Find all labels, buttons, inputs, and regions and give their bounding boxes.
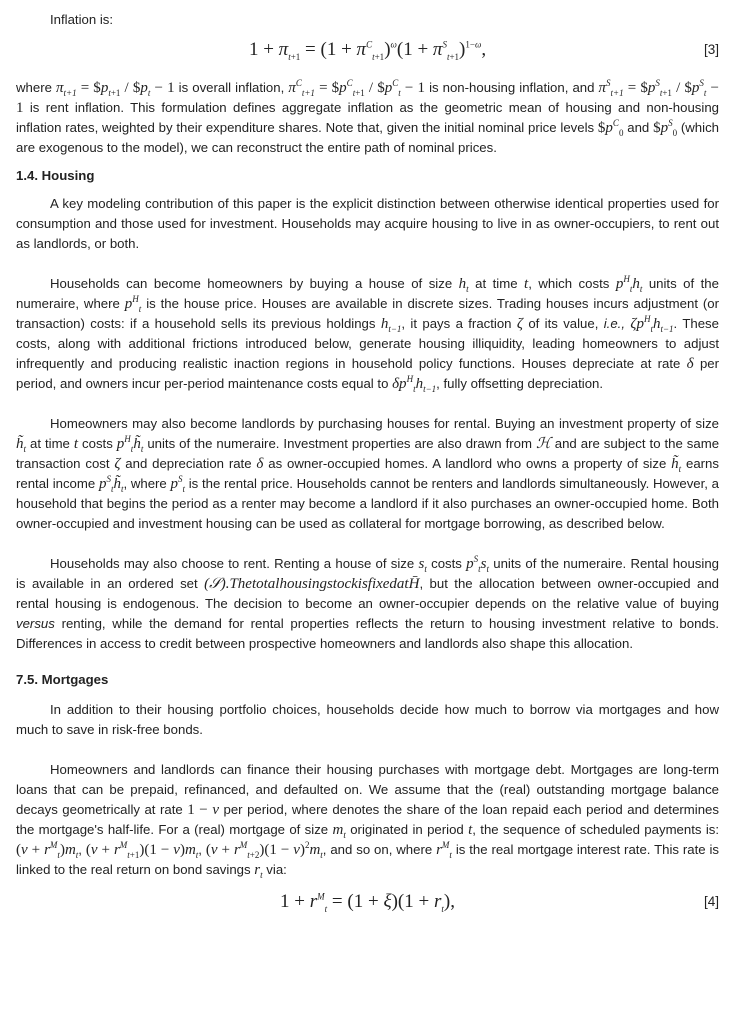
section-heading-mortgages: 7.5. Mortgages — [16, 672, 109, 687]
inflation-intro: Inflation is: — [50, 12, 114, 27]
paragraph-housing-1: A key modeling contribution of this paper is the explicit distinction between otherwise identical properties used for consumption and those used for investment. Households may acquire housing to live in as owner-occupiers, to rent out as landlords, or both. — [16, 196, 719, 251]
paragraph-housing-3: Homeowners may also become landlords by purchasing houses for rental. Buying an investment property of size $h̃_t$ at time t costs $p^H_th̃_t$ units of the numeraire. Investment properties are also drawn from ℋ and are subject to the same transaction cost ζ and depreciation rate δ as owner-occupied homes. A landlord who owns a property of size $h̃_t$ earns rental income $p^S_th̃_t$, where $p^S_t$ is the rental price. Households cannot be renters and landlords simultaneously. However, a household that begins the period as a renter may become a landlord if it also purchases an owner-occupied home. Both owner-occupied and investment housing can be used as collateral for mortgage borrowing, as described below. — [16, 416, 720, 531]
paragraph-housing-2: Households can become homeowners by buying a house of size $h_t$ at time t, which costs $p^H_th_t$ units of the numeraire, where $p^H_t$ is the house price. Houses are available in discrete sizes. Trading houses incurs adjustment (or transaction) costs: if a household sells its previous holdings $h_{t-1}$, it pays a fraction ζ of its value, i.e., $\zeta p^H_th_{t-1}$. These costs, along with additional frictions introduced below, generate housing illiquidity, leading homeowners to adjust infrequently and producing realistic inaction regions in household policy functions. Houses depreciate at rate δ per period, and owners incur per-period maintenance costs equal to $\delta p^H_th_{t-1}$, fully offsetting depreciation. — [16, 274, 720, 394]
equation-4-number: [4] — [703, 894, 719, 909]
equation-4 — [16, 888, 719, 916]
equation-3-number: [3] — [703, 42, 719, 57]
equation-3 — [16, 36, 719, 64]
section-heading-housing: 1.4. Housing — [16, 168, 95, 183]
equation-4-formula: $1 + r^M_t = (1 + \xi)(1 + r_t)$, — [280, 891, 455, 914]
paragraph-mortgages-2: Homeowners and landlords can finance their housing purchases with mortgage debt. Mortgages are long-term loans that can be prepaid, refinanced, and defaulted on. We assume that the (real) outstanding mortgage balance decays geometrically at rate 1 − ν per period, where denotes the share of the loan repaid each period and determines the mortgage's half-life. For a (real) mortgage of size $m_t$ originated in period t, the sequence of scheduled payments is: $(\nu + r^M_t)m_t$, $(\nu + r^M_{t+1})(1 - \nu)m_t$, $(\nu + r^M_{t+2})(1 - \nu)^2m_t$, and so on, where $r^M_t$ is the real mortgage interest rate. This rate is linked to the real return on bond savings $r_t$ via: — [16, 762, 720, 880]
paragraph-inflation: where $\pi_{t+1}$ = $\$p_{t+1}$ / $\$p_t - 1$ is overall inflation, $\pi^C_{t+1}$ = $\$p^C_{t+1}$ / $\$p^C_t - 1$ is non-housing inflation, and $\pi^S_{t+1}$ = $\$p^S_{t+1}$ / $\$p^S_t - 1$ is rent inflation. This formulation defines aggregate inflation as the geometric mean of housing and non-housing inflation rates, weighted by their expenditure shares. Note that, given the initial nominal price levels $\$p^C_0$ and $\$p^S_0$ (which are exogenous to the model), we can reconstruct the entire path of nominal prices. — [16, 78, 720, 155]
paragraph-mortgages-1: In addition to their housing portfolio choices, households decide how much to borrow via mortgages and how much to save in risk-free bonds. — [16, 702, 719, 737]
paragraph-housing-4: Households may also choose to rent. Renting a house of size $s_t$ costs $p^S_ts_t$ units of the numeraire. Rental housing is available in an ordered set (𝒮).ThetotalhousingstockisfixedatH̄, but the allocation between owner-occupied and rental housing is endogenous. The decision to become an owner-occupier depends on the relative value of buying versus renting, while the demand for rental properties reflects the return to housing investment relative to bonds. Differences in access to credit between prospective homeowners and landlords also shape this allocation. — [16, 554, 720, 651]
equation-3-formula: $1 + \pi_{t+1} = (1 + \pi^C_{t+1})^\omega(1 + \pi^S_{t+1})^{1-\omega}$, — [248, 39, 487, 62]
